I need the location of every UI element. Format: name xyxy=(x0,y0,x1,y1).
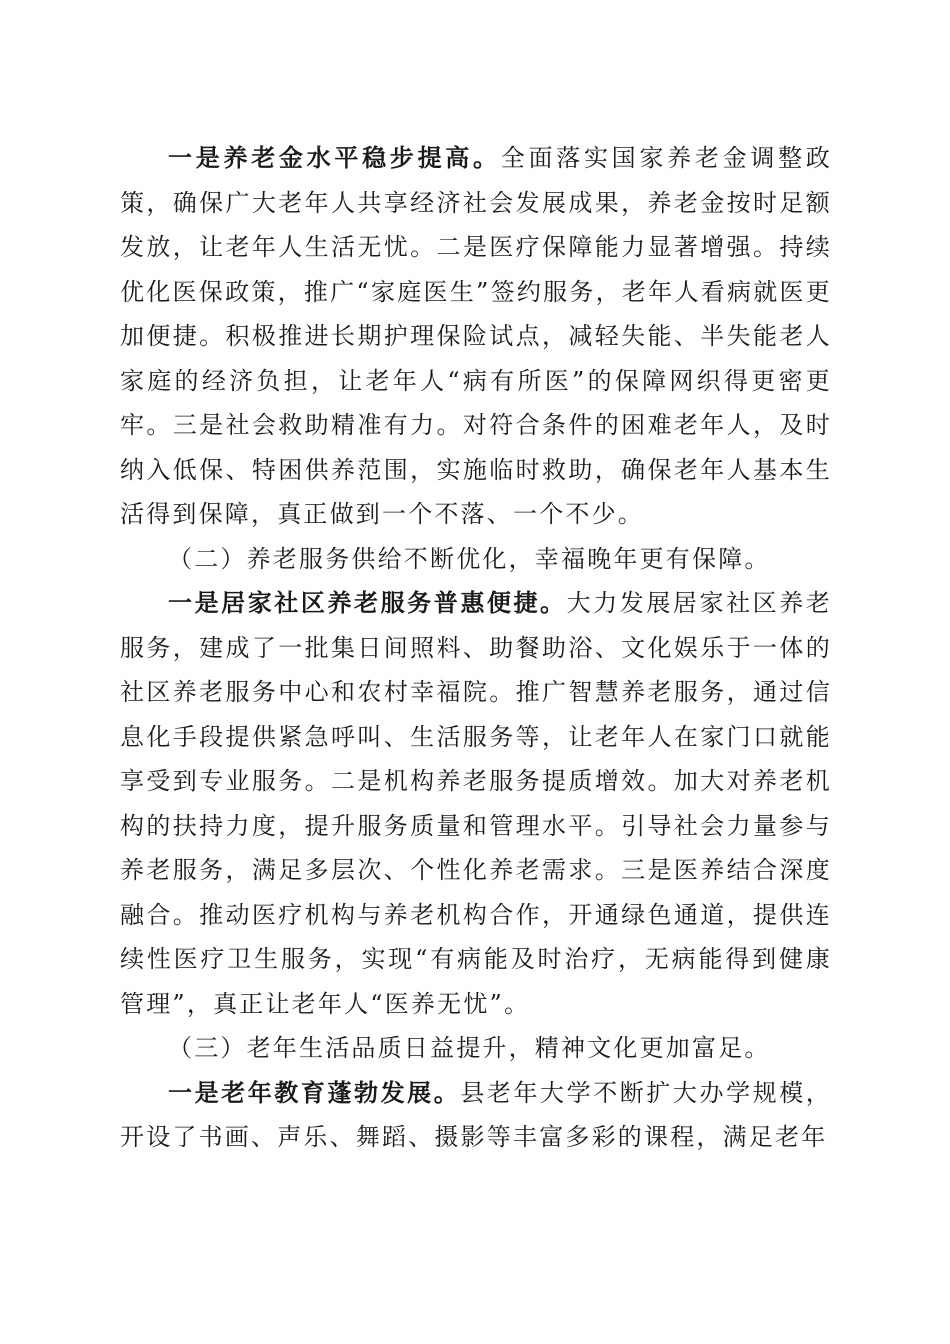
paragraph-body: 县老年大学不断扩大办学规模，开设了书画、声乐、舞蹈、摄影等丰富多彩的课程，满足老年 xyxy=(120,1078,832,1151)
document-page xyxy=(120,136,832,1160)
paragraph-body: 大力发展居家社区养老服务，建成了一批集日间照料、助餐助浴、文化娱乐于一体的社区养老服务中心和农村幸福院。推广智慧养老服务，通过信息化手段提供紧急呼叫、生活服务等，让老年人在家门口就能享受到专业服务。二是机构养老服务提质增效。加大对养老机构的扶持力度，提升服务质量和管理水平。引导社会力量参与养老服务，满足多层次、个性化养老需求。三是医养结合深度融合。推动医疗机构与养老机构合作，开通绿色通道，提供连续性医疗卫生服务，实现“有病能及时治疗，无病能得到健康管理”，真正让老年人“医养无忧”。 xyxy=(120,589,832,1018)
paragraph-elderly-services xyxy=(120,581,832,1026)
section-heading-3: （三）老年生活品质日益提升，精神文化更加富足。 xyxy=(168,1034,771,1062)
paragraph-lead: 一是养老金水平稳步提高。 xyxy=(168,143,501,172)
paragraph-body: 全面落实国家养老金调整政策，确保广大老年人共享经济社会发展成果，养老金按时足额发放，让老年人生活无忧。二是医疗保障能力显著增强。持续优化医保政策，推广“家庭医生”签约服务，老年人看病就医更加便捷。积极推进长期护理保险试点，减轻失能、半失能老人家庭的经济负担，让老年人“病有所医”的保障网织得更密更牢。三是社会救助精准有力。对符合条件的困难老年人，及时纳入低保、特困供养范围，实施临时救助，确保老年人基本生活得到保障，真正做到一个不落、一个不少。 xyxy=(120,144,832,528)
section-heading-2: （二）养老服务供给不断优化，幸福晚年更有保障。 xyxy=(168,544,771,573)
paragraph-lead: 一是老年教育蓬勃发展。 xyxy=(168,1077,461,1107)
paragraph-lead: 一是居家社区养老服务普惠便捷。 xyxy=(168,588,567,617)
paragraph-pension-security xyxy=(120,136,832,537)
paragraph-elderly-education xyxy=(120,1071,832,1160)
